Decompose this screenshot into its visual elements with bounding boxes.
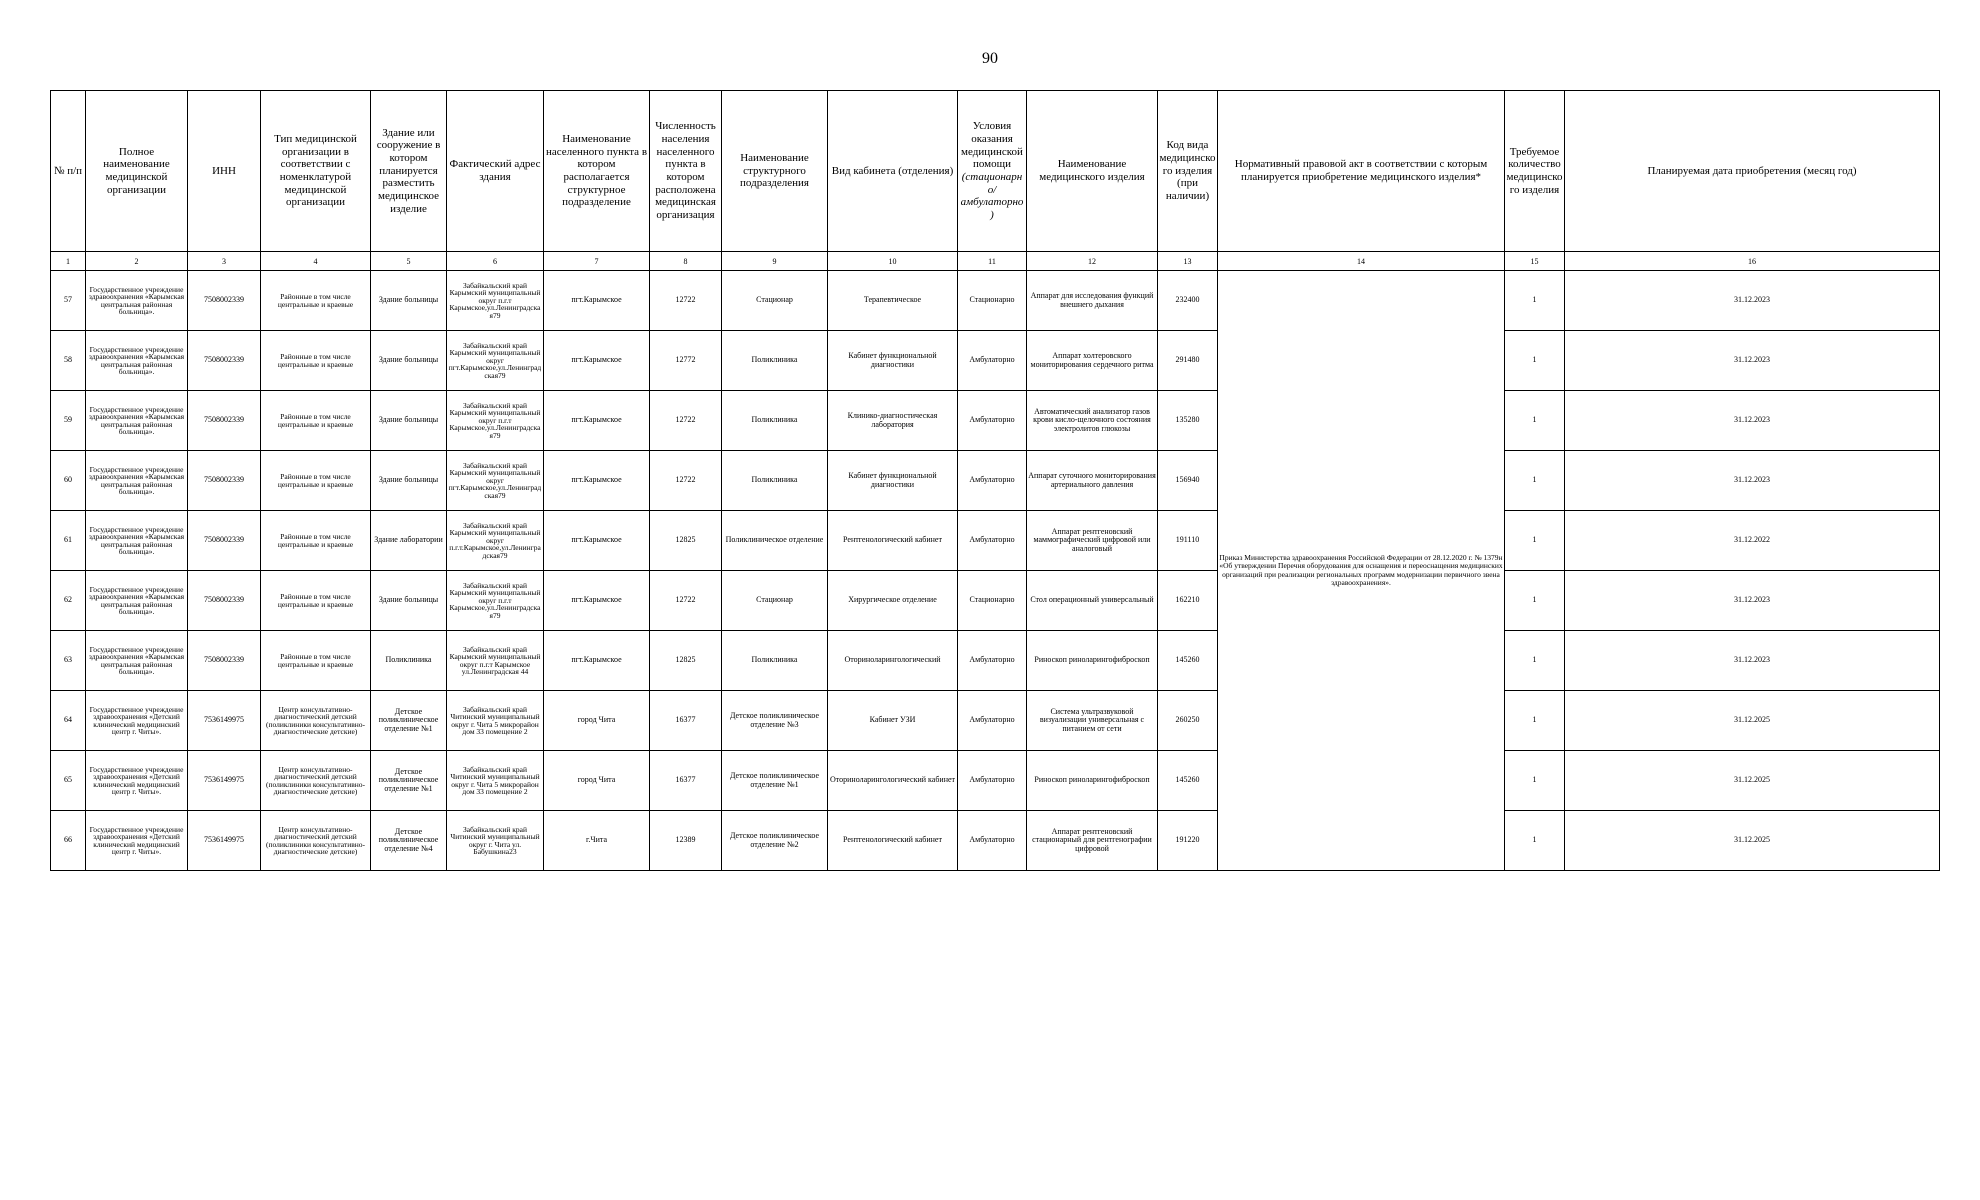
- cabinet-type-cell: Оториноларингологический кабинет: [828, 751, 958, 811]
- row-number-cell: 64: [51, 691, 86, 751]
- column-number: 3: [188, 252, 261, 271]
- legal-act-cell: Приказ Министерства здравоохранения Российской Федерации от 28.12.2020 г. № 1379н «Об утверждении Перечня оборудования для оснащения и переоснащения медицинских организаций при реализации региональных программ модернизации первичного звена здравоохранения».: [1218, 271, 1505, 871]
- device-name-cell: Стол операционный универсальный: [1027, 571, 1158, 631]
- inn-cell: 7508002339: [188, 391, 261, 451]
- device-code-cell: 145260: [1158, 751, 1218, 811]
- column-number: 8: [650, 252, 722, 271]
- table-row: [51, 391, 1940, 451]
- device-code-cell: 145260: [1158, 631, 1218, 691]
- inn-cell: 7536149975: [188, 751, 261, 811]
- table-row: [51, 631, 1940, 691]
- device-name-cell: Риноскоп риноларингофиброскоп: [1027, 751, 1158, 811]
- organization-type-cell: Центр консультативно-диагностический детский (поликлиники консультативно-диагностические детские): [261, 811, 371, 871]
- row-number-cell: 66: [51, 811, 86, 871]
- header-cell: Наименование населенного пункта в котором располагается структурное подразделение: [544, 91, 650, 252]
- organization-type-cell: Центр консультативно-диагностический детский (поликлиники консультативно-диагностические детские): [261, 691, 371, 751]
- organization-name-cell: Государственное учреждение здравоохранения «Детский клинический медицинский центр г. Читы».: [86, 751, 188, 811]
- organization-name-cell: Государственное учреждение здравоохранения «Карымская центральная районная больница».: [86, 631, 188, 691]
- table-row: [51, 331, 1940, 391]
- purchase-date-cell: 31.12.2023: [1565, 451, 1940, 511]
- header-cell: Вид кабинета (отделения): [828, 91, 958, 252]
- table-row: [51, 271, 1940, 331]
- organization-name-cell: Государственное учреждение здравоохранения «Карымская центральная районная больница».: [86, 571, 188, 631]
- organization-type-cell: Центр консультативно-диагностический детский (поликлиники консультативно-диагностические детские): [261, 751, 371, 811]
- device-code-cell: 191110: [1158, 511, 1218, 571]
- inn-cell: 7508002339: [188, 331, 261, 391]
- care-conditions-cell: Амбулаторно: [958, 691, 1027, 751]
- device-code-cell: 191220: [1158, 811, 1218, 871]
- organization-type-cell: Районные в том числе центральные и краевые: [261, 511, 371, 571]
- header-cell: Фактический адрес здания: [447, 91, 544, 252]
- column-number: 2: [86, 252, 188, 271]
- header-row: [51, 91, 1940, 252]
- settlement-cell: город Чита: [544, 691, 650, 751]
- quantity-cell: 1: [1505, 691, 1565, 751]
- cabinet-type-cell: Кабинет УЗИ: [828, 691, 958, 751]
- organization-type-cell: Районные в том числе центральные и краевые: [261, 451, 371, 511]
- column-number: 5: [371, 252, 447, 271]
- header-cell: № п/п: [51, 91, 86, 252]
- settlement-cell: пгт.Карымское: [544, 271, 650, 331]
- settlement-cell: пгт.Карымское: [544, 451, 650, 511]
- table-row: [51, 451, 1940, 511]
- header-cell: Здание или сооружение в котором планируется разместить медицинское изделие: [371, 91, 447, 252]
- structural-unit-cell: Поликлиника: [722, 391, 828, 451]
- column-number: 12: [1027, 252, 1158, 271]
- device-code-cell: 162210: [1158, 571, 1218, 631]
- device-code-cell: 156940: [1158, 451, 1218, 511]
- building-cell: Здание больницы: [371, 391, 447, 451]
- building-cell: Поликлиника: [371, 631, 447, 691]
- row-number-cell: 57: [51, 271, 86, 331]
- population-cell: 16377: [650, 691, 722, 751]
- cabinet-type-cell: Оториноларингологический: [828, 631, 958, 691]
- purchase-date-cell: 31.12.2023: [1565, 271, 1940, 331]
- inn-cell: 7508002339: [188, 571, 261, 631]
- building-cell: Здание лаборатории: [371, 511, 447, 571]
- table-row: [51, 751, 1940, 811]
- device-code-cell: 232400: [1158, 271, 1218, 331]
- structural-unit-cell: Поликлиническое отделение: [722, 511, 828, 571]
- purchase-date-cell: 31.12.2025: [1565, 691, 1940, 751]
- header-cell: ИНН: [188, 91, 261, 252]
- row-number-cell: 63: [51, 631, 86, 691]
- quantity-cell: 1: [1505, 631, 1565, 691]
- settlement-cell: пгт.Карымское: [544, 331, 650, 391]
- cabinet-type-cell: Рентгенологический кабинет: [828, 511, 958, 571]
- settlement-cell: пгт.Карымское: [544, 631, 650, 691]
- header-cell-text: Условия оказания медицинской помощи: [961, 120, 1023, 171]
- purchase-date-cell: 31.12.2023: [1565, 331, 1940, 391]
- row-number-cell: 61: [51, 511, 86, 571]
- column-number: 10: [828, 252, 958, 271]
- inn-cell: 7508002339: [188, 511, 261, 571]
- address-cell: Забайкальский край Карымский муниципальный округ пгт.Карымское,ул.Ленинградская79: [447, 451, 544, 511]
- header-cell: Наименование медицинского изделия: [1027, 91, 1158, 252]
- header-cell: Требуемое количество медицинского изделия: [1505, 91, 1565, 252]
- device-name-cell: Аппарат для исследования функций внешнего дыхания: [1027, 271, 1158, 331]
- care-conditions-cell: Стационарно: [958, 271, 1027, 331]
- structural-unit-cell: Стационар: [722, 571, 828, 631]
- row-number-cell: 60: [51, 451, 86, 511]
- header-cell: Наименование структурного подразделения: [722, 91, 828, 252]
- care-conditions-cell: Стационарно: [958, 571, 1027, 631]
- organization-type-cell: Районные в том числе центральные и краевые: [261, 631, 371, 691]
- care-conditions-cell: Амбулаторно: [958, 511, 1027, 571]
- population-cell: 12722: [650, 391, 722, 451]
- building-cell: Здание больницы: [371, 571, 447, 631]
- quantity-cell: 1: [1505, 571, 1565, 631]
- column-number-row: [51, 252, 1940, 271]
- address-cell: Забайкальский край Карымский муниципальный округ п.г.т Карымское,ул.Ленинградская79: [447, 571, 544, 631]
- address-cell: Забайкальский край Карымский муниципальный округ п.г.т Карымское,ул.Ленинградская79: [447, 391, 544, 451]
- organization-name-cell: Государственное учреждение здравоохранения «Карымская центральная районная больница».: [86, 451, 188, 511]
- organization-name-cell: Государственное учреждение здравоохранения «Карымская центральная районная больница».: [86, 391, 188, 451]
- purchase-date-cell: 31.12.2025: [1565, 751, 1940, 811]
- building-cell: Здание больницы: [371, 451, 447, 511]
- address-cell: Забайкальский край Карымский муниципальный округ п.г.т Карымское ул.Ленинградская 44: [447, 631, 544, 691]
- settlement-cell: город Чита: [544, 751, 650, 811]
- care-conditions-cell: Амбулаторно: [958, 331, 1027, 391]
- population-cell: 12722: [650, 451, 722, 511]
- cabinet-type-cell: Клинико-диагностическая лаборатория: [828, 391, 958, 451]
- table-row: [51, 511, 1940, 571]
- quantity-cell: 1: [1505, 271, 1565, 331]
- equipment-table: [50, 90, 1940, 871]
- quantity-cell: 1: [1505, 751, 1565, 811]
- structural-unit-cell: Поликлиника: [722, 451, 828, 511]
- organization-name-cell: Государственное учреждение здравоохранения «Детский клинический медицинский центр г. Читы».: [86, 811, 188, 871]
- purchase-date-cell: 31.12.2023: [1565, 571, 1940, 631]
- device-name-cell: Риноскоп риноларингофиброскоп: [1027, 631, 1158, 691]
- population-cell: 12389: [650, 811, 722, 871]
- column-number: 16: [1565, 252, 1940, 271]
- column-number: 13: [1158, 252, 1218, 271]
- device-code-cell: 291480: [1158, 331, 1218, 391]
- population-cell: 12772: [650, 331, 722, 391]
- structural-unit-cell: Стационар: [722, 271, 828, 331]
- header-cell-italic: (стационарно/амбулаторно): [960, 171, 1024, 221]
- row-number-cell: 58: [51, 331, 86, 391]
- purchase-date-cell: 31.12.2022: [1565, 511, 1940, 571]
- address-cell: Забайкальский край Карымский муниципальный округ п.г.т Карымское,ул.Ленинградская79: [447, 271, 544, 331]
- column-number: 15: [1505, 252, 1565, 271]
- settlement-cell: пгт.Карымское: [544, 511, 650, 571]
- building-cell: Здание больницы: [371, 331, 447, 391]
- structural-unit-cell: Детское поликлиническое отделение №1: [722, 751, 828, 811]
- building-cell: Здание больницы: [371, 271, 447, 331]
- page-number: 90: [982, 50, 998, 67]
- building-cell: Детское поликлиническое отделение №1: [371, 691, 447, 751]
- structural-unit-cell: Поликлиника: [722, 631, 828, 691]
- purchase-date-cell: 31.12.2023: [1565, 391, 1940, 451]
- organization-type-cell: Районные в том числе центральные и краевые: [261, 391, 371, 451]
- cabinet-type-cell: Кабинет функциональной диагностики: [828, 451, 958, 511]
- cabinet-type-cell: Кабинет функциональной диагностики: [828, 331, 958, 391]
- care-conditions-cell: Амбулаторно: [958, 631, 1027, 691]
- header-cell: Численность населения населенного пункта в котором расположена медицинская организация: [650, 91, 722, 252]
- address-cell: Забайкальский край Карымский муниципальный округ п.г.т.Карымское,ул.Ленинградская79: [447, 511, 544, 571]
- quantity-cell: 1: [1505, 451, 1565, 511]
- header-cell: Нормативный правовой акт в соответствии с которым планируется приобретение медицинского изделия*: [1218, 91, 1505, 252]
- building-cell: Детское поликлиническое отделение №4: [371, 811, 447, 871]
- organization-type-cell: Районные в том числе центральные и краевые: [261, 571, 371, 631]
- organization-type-cell: Районные в том числе центральные и краевые: [261, 331, 371, 391]
- organization-type-cell: Районные в том числе центральные и краевые: [261, 271, 371, 331]
- cabinet-type-cell: Хирургическое отделение: [828, 571, 958, 631]
- table-row: [51, 571, 1940, 631]
- device-name-cell: Аппарат рентгеновский стационарный для рентгенографии цифровой: [1027, 811, 1158, 871]
- population-cell: 12825: [650, 631, 722, 691]
- column-number: 1: [51, 252, 86, 271]
- population-cell: 12722: [650, 571, 722, 631]
- column-number: 11: [958, 252, 1027, 271]
- device-name-cell: Аппарат холтеровского мониторирования сердечного ритма: [1027, 331, 1158, 391]
- quantity-cell: 1: [1505, 391, 1565, 451]
- cabinet-type-cell: Рентгенологический кабинет: [828, 811, 958, 871]
- organization-name-cell: Государственное учреждение здравоохранения «Карымская центральная районная больница».: [86, 271, 188, 331]
- row-number-cell: 59: [51, 391, 86, 451]
- address-cell: Забайкальский край Читинский муниципальный округ г. Чита ул. Бабушкина23: [447, 811, 544, 871]
- structural-unit-cell: Детское поликлиническое отделение №3: [722, 691, 828, 751]
- row-number-cell: 65: [51, 751, 86, 811]
- population-cell: 12825: [650, 511, 722, 571]
- care-conditions-cell: Амбулаторно: [958, 451, 1027, 511]
- structural-unit-cell: Детское поликлиническое отделение №2: [722, 811, 828, 871]
- device-code-cell: 260250: [1158, 691, 1218, 751]
- care-conditions-cell: Амбулаторно: [958, 811, 1027, 871]
- care-conditions-cell: Амбулаторно: [958, 391, 1027, 451]
- organization-name-cell: Государственное учреждение здравоохранения «Карымская центральная районная больница».: [86, 331, 188, 391]
- settlement-cell: пгт.Карымское: [544, 571, 650, 631]
- header-cell: Полное наименование медицинской организации: [86, 91, 188, 252]
- quantity-cell: 1: [1505, 811, 1565, 871]
- address-cell: Забайкальский край Читинский муниципальный округ г. Чита 5 микрорайон дом 33 помещение 2: [447, 751, 544, 811]
- quantity-cell: 1: [1505, 331, 1565, 391]
- header-cell: Тип медицинской организации в соответствии с номенклатурой медицинской организации: [261, 91, 371, 252]
- population-cell: 16377: [650, 751, 722, 811]
- table-row: [51, 691, 1940, 751]
- header-cell: [958, 91, 1027, 252]
- quantity-cell: 1: [1505, 511, 1565, 571]
- inn-cell: 7508002339: [188, 451, 261, 511]
- address-cell: Забайкальский край Читинский муниципальный округ г. Чита 5 микрорайон дом 33 помещение 2: [447, 691, 544, 751]
- device-name-cell: Аппарат суточного мониторирования артериального давления: [1027, 451, 1158, 511]
- table-body: [51, 271, 1940, 871]
- organization-name-cell: Государственное учреждение здравоохранения «Детский клинический медицинский центр г. Читы».: [86, 691, 188, 751]
- column-number: 14: [1218, 252, 1505, 271]
- inn-cell: 7536149975: [188, 691, 261, 751]
- purchase-date-cell: 31.12.2025: [1565, 811, 1940, 871]
- device-name-cell: Аппарат рентгеновский маммографический цифровой или аналоговый: [1027, 511, 1158, 571]
- purchase-date-cell: 31.12.2023: [1565, 631, 1940, 691]
- settlement-cell: г.Чита: [544, 811, 650, 871]
- cabinet-type-cell: Терапевтическое: [828, 271, 958, 331]
- device-name-cell: Автоматический анализатор газов крови кисло-щелочного состояния электролитов глюкозы: [1027, 391, 1158, 451]
- device-name-cell: Система ультразвуковой визуализации универсальная с питанием от сети: [1027, 691, 1158, 751]
- organization-name-cell: Государственное учреждение здравоохранения «Карымская центральная районная больница».: [86, 511, 188, 571]
- column-number: 4: [261, 252, 371, 271]
- care-conditions-cell: Амбулаторно: [958, 751, 1027, 811]
- inn-cell: 7508002339: [188, 271, 261, 331]
- settlement-cell: пгт.Карымское: [544, 391, 650, 451]
- row-number-cell: 62: [51, 571, 86, 631]
- column-number: 7: [544, 252, 650, 271]
- structural-unit-cell: Поликлиника: [722, 331, 828, 391]
- header-cell: Планируемая дата приобретения (месяц год): [1565, 91, 1940, 252]
- column-number: 6: [447, 252, 544, 271]
- building-cell: Детское поликлиническое отделение №1: [371, 751, 447, 811]
- population-cell: 12722: [650, 271, 722, 331]
- address-cell: Забайкальский край Карымский муниципальный округ пгт.Карымское,ул.Ленинградская79: [447, 331, 544, 391]
- device-code-cell: 135280: [1158, 391, 1218, 451]
- header-cell: Код вида медицинского изделия (при наличии): [1158, 91, 1218, 252]
- table-row: [51, 811, 1940, 871]
- inn-cell: 7536149975: [188, 811, 261, 871]
- inn-cell: 7508002339: [188, 631, 261, 691]
- column-number: 9: [722, 252, 828, 271]
